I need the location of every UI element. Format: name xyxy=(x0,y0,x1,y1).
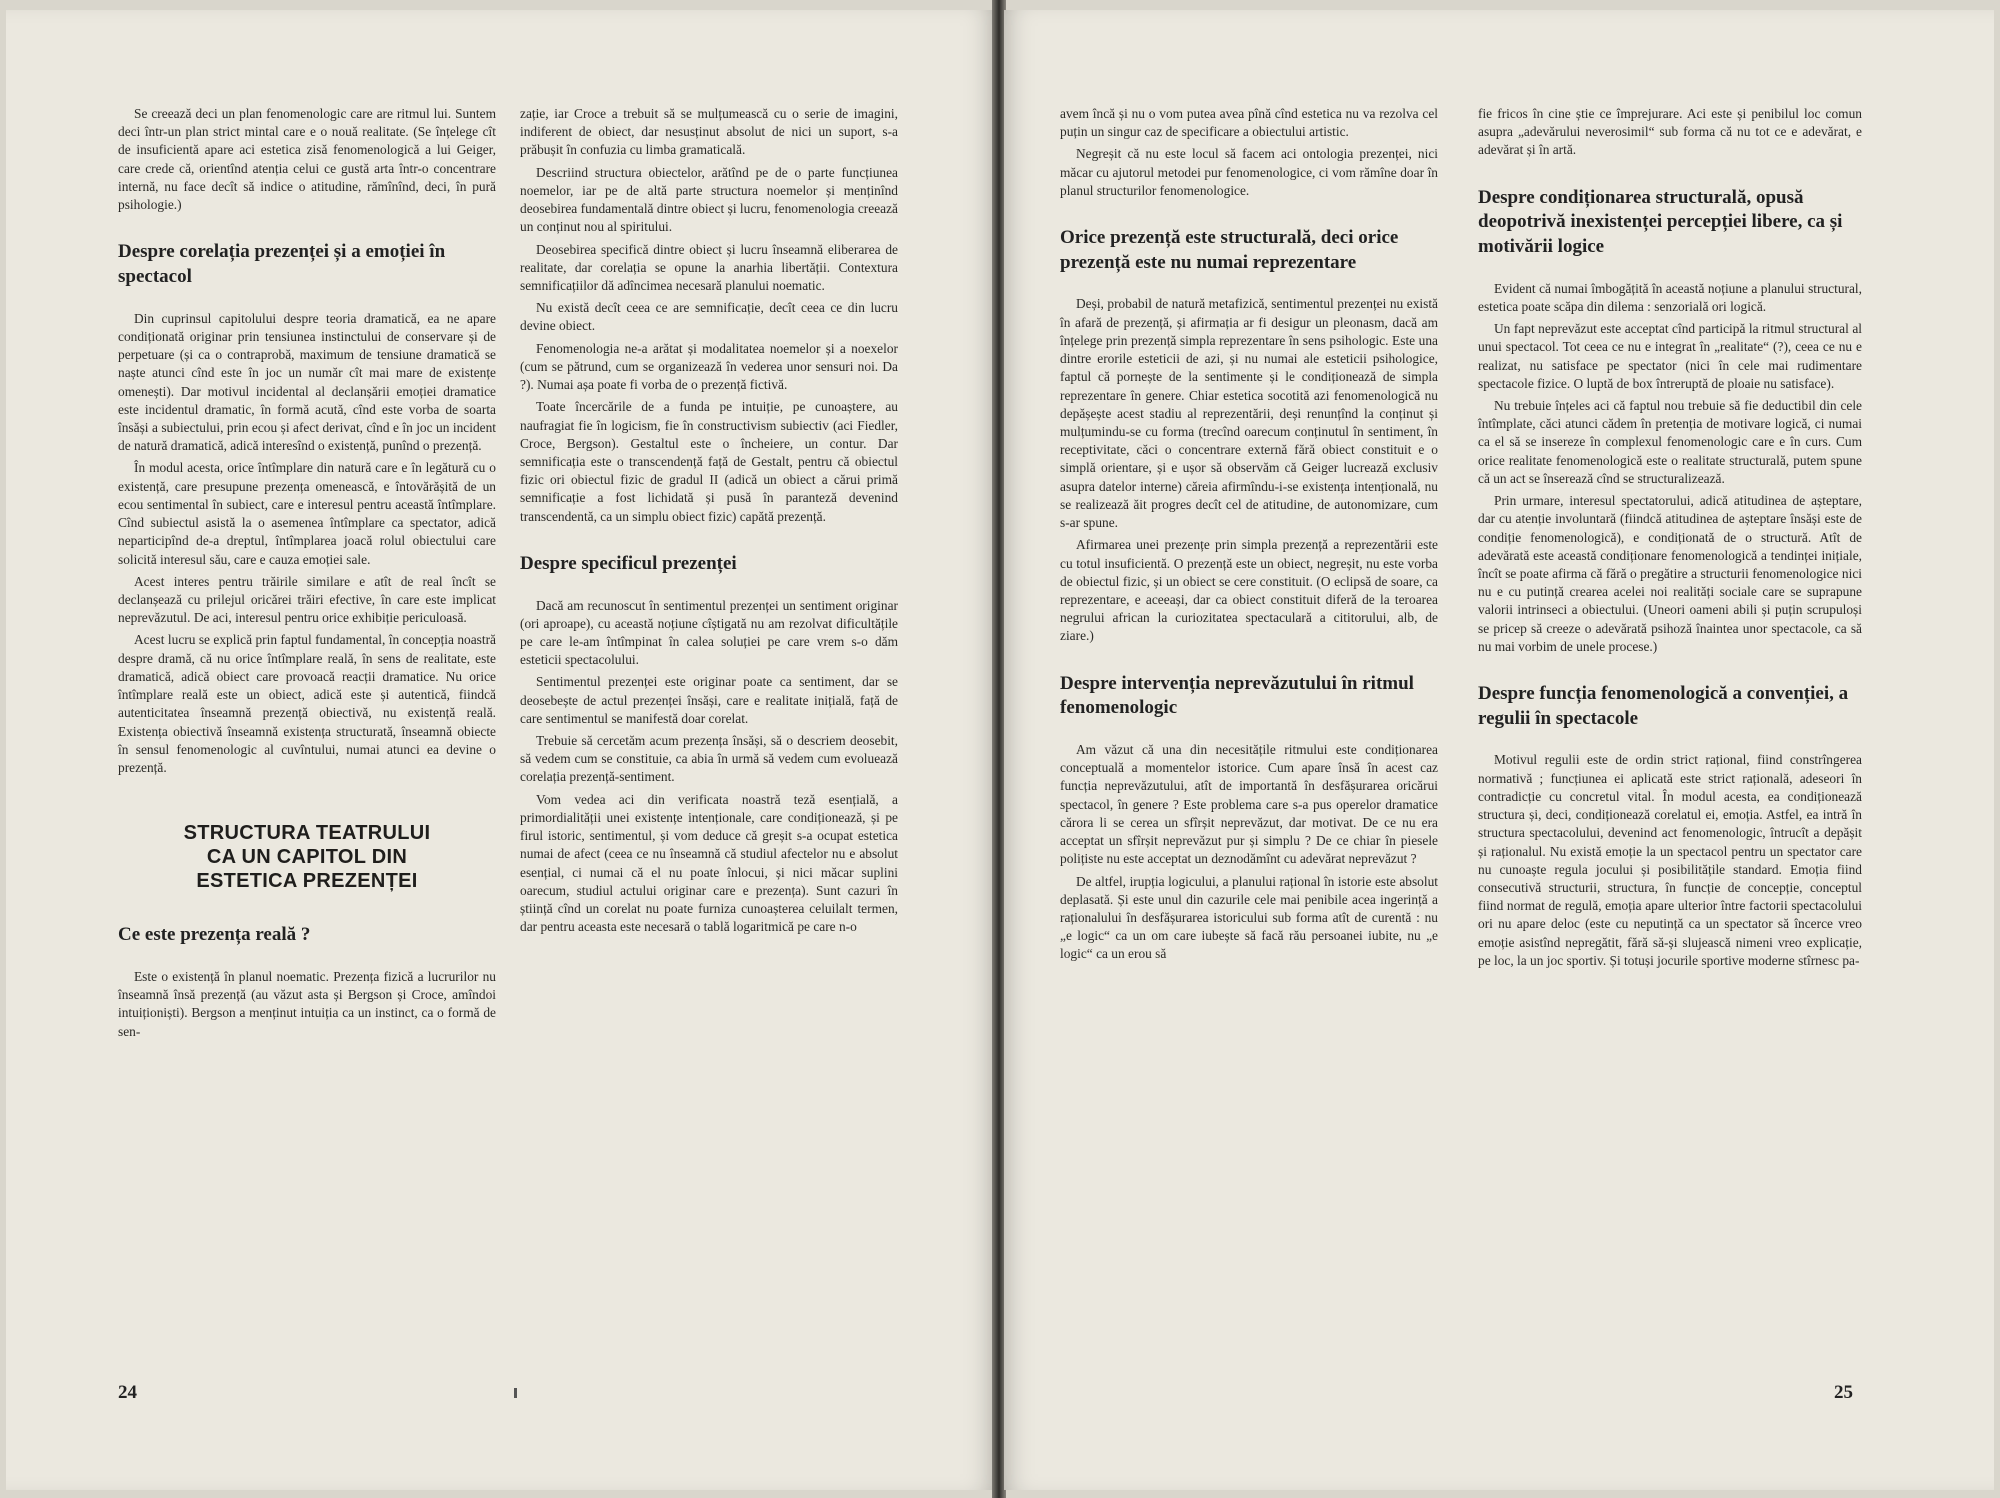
section-heading-corelatia: Despre corelația prezenței și a emoției în spectacol xyxy=(118,241,446,287)
paragraph: Motivul regulii este de ordin strict rațional, fiind constrîngerea normativă ; funcțiunea ei aplicată este strict rațională, adeseori în contradicție cu concretul vital. În modul acesta, ea condiționează structura și, deci, condiționează corelatul ei, emoția. Astfel, ea intră în structura spectacolului, devenind act fenomenologic, întrucît a depășit și raționalul. Nu există emoție la un spectacol pentru un spectator care nu cunoaște regula jocului și posibilitățile standard. Emoția fiind consecutivă structurii, structura, în funcție de concepție, conceptul fiind normat de regulă, emoția apare ulterior între factorii spectacolului ori nu apare deloc (este cu neputință ca un spectator să încerce vreo emoție asistînd nepregătit, fără să-și slujească nimeni vreo explicație, pe loc, la un joc sportiv. Și totuși jocurile sportive moderne stîrnesc pa- xyxy=(1478,752,1862,968)
paragraph: Toate încercările de a funda pe intuiție, pe cunoaștere, au naufragiat fie în logicism, fie în constructivism subiectiv (aci Fiedler, Croce, Bergson). Gestaltul este o încheiere, un contur. Dar semnificația este o transcendență față de Gestalt, pentru că obiectul fizic ori obiectul fizic de gradul II (adică un obiect a cărui primă semnificație a fost lichidată și pusă în paranteză devenind transcendentă, ca un simplu obiect fizic) capătă prezență. xyxy=(520,399,898,524)
right-page-column-2 xyxy=(1478,105,1862,974)
paragraph: Descriind structura obiectelor, arătînd pe de o parte funcțiunea noemelor, iar pe de altă parte structura noemelor și menținînd deosebirea fundamentală dintre obiect și lucru, fenomenologia creează un conținut nou al spiritului. xyxy=(520,164,898,235)
section-heading-orice: Orice prezență este structurală, deci orice prezență este nu numai reprezentare xyxy=(1060,227,1399,273)
paragraph: Dacă am recunoscut în sentimentul prezenței un sentiment originar (ori aproape), cu această noțiune cîștigată nu am rezolvat dificultățile pe care le-am întîmpinat în calea soluției pe care vrem s-o dăm esteticii spectacolului. xyxy=(520,597,898,668)
paragraph: Un fapt neprevăzut este acceptat cînd participă la ritmul structural al unui spectacol. Tot ceea ce nu e integrat în „realitate“ (?), ceea ce nu e realizat, nu satisface pe spectator (nici în cele mai rudimentare spectacole fizice. O luptă de box întreruptă de ploaie nu satisface). xyxy=(1478,321,1862,391)
paragraph: Nu există decît ceea ce are semnificație, decît ceea ce din lucru devine obiect. xyxy=(520,300,898,334)
chapter-title-line-2: CA UN CAPITOL DIN xyxy=(206,846,408,869)
paragraph: Prin urmare, interesul spectatorului, adică atitudinea de așteptare, dar cu atenție involuntară (fiindcă atitudinea de așteptare însăși este de condiție fenomenologică), e condiționată de o structură. Atît de adevărată este această condiționare fenomenologică a tendinței inițiale, încît se poate afirma că fără o pregătire a structurii fenomenologice nici nu e cu putință crearea acelei noi realități sociale care se suprapune valorii intrinseci a obiectului. (Uneori oameni abili și puțin scrupuloși se pricep să creeze o adevărată psihoză înaintea unor spectacole, ca să nu mai vorbim de unele procese.) xyxy=(1478,493,1862,654)
paragraph: Fenomenologia ne-a arătat și modalitatea noemelor și a noexelor (cum se pătrund, cum se organizează în vederea unor sensuri noi. Da ?). Numai așa poate fi vorba de o prezență fictivă. xyxy=(520,340,898,393)
chapter-title-line-1: STRUCTURA TEATRULUI xyxy=(183,822,431,845)
left-page-column-2 xyxy=(520,105,898,940)
paragraph: Se creează deci un plan fenomenologic care are ritmul lui. Suntem deci într-un plan strict mintal care e o nouă realitate. (Se înțelege cît de insuficientă apare aci estetica zisă fenomenologică a lui Geiger, care crede că, orientînd atenția celui ce gustă arta într-o concentrare internă, nu face decît să indice o atitudine, rămînînd, deci, în pură psihologie.) xyxy=(118,106,496,213)
paragraph: fie fricos în cine știe ce împrejurare. Aci este și penibilul loc comun asupra „adevărului neverosimil“ sub forma că nu tot ce e adevărat, e adevărat și în artă. xyxy=(1478,106,1862,158)
paragraph: Acest lucru se explică prin faptul fundamental, în concepția noastră despre dramă, că nu orice întîmplare reală, în sens de realitate, este dramatică, adică obiect care provoacă reacții dramatice. Nu orice întîmplare reală este un obiect, adică este și autentică, fiindcă autenticitatea înseamnă prezență obiectivă, nu existență reală. Existența obiectivă înseamnă existența structurată, înseamnă obiecte în sensul fenomenologic al cuvîntului, numai atunci ea devine o prezență. xyxy=(118,632,496,775)
paragraph: Acest interes pentru trăirile similare e atît de real încît se declanșează cu prilejul oricărei trăiri efective, în care este implicat neprevăzutul. De aci, interesul pentru orice exhibiție periculoasă. xyxy=(118,573,496,626)
right-page-column-1 xyxy=(1060,105,1438,968)
right-page xyxy=(1004,10,1994,1490)
chapter-title-line-3: ESTETICA PREZENȚEI xyxy=(196,870,418,893)
paragraph: Deosebirea specifică dintre obiect și lucru înseamnă eliberarea de realitate, dar corelația se opune la anarhia libertății. Contextura semnificațiilor dă adîncimea necesară planului noematic. xyxy=(520,241,898,293)
section-heading-interventia: Despre intervenția neprevăzutului în ritmul fenomenologic xyxy=(1060,672,1414,719)
page-number-left: 24 xyxy=(118,1382,137,1403)
paragraph: Am văzut că una din necesitățile ritmului este condiționarea conceptuală a momentelor istorice. Cum apare însă în acest caz funcția neprevăzutului, atît de importantă în desfășurarea oricărui spectacol, în genere ? Este problema care s-a pus operelor dramatice cărora li se cerea un sfîrșit neprevăzut, dar motivat. De ce nu era acceptat un sfîrșit neprevăzut pur și simplu ? De ce chiar în piesele polițiste nu este acceptat un deznodămînt cu adevărat neprevăzut ? xyxy=(1060,742,1438,867)
paragraph: avem încă și nu o vom putea avea pînă cînd estetica nu va rezolva cel puțin un singur caz de specificare a obiectului artistic. xyxy=(1060,106,1438,140)
paragraph: Din cuprinsul capitolului despre teoria dramatică, ea ne apare condiționată originar prin tensiunea instinctului de conservare și de perpetuare (și ca o contraprobă, maximum de tensiune dramatică se naște atunci cînd este în joc un număr cît mai mare de existențe omenești). Dar motivul incidental al declanșării emoției dramatice este incidentul dramatic, în formă acută, cînd este vorba de soarta însăși a subiectului, prin ecou și afect derivat, cînd e în joc un incident de natură dramatică, adică interesînd o existență, punînd o prezență. xyxy=(118,310,496,454)
left-page xyxy=(6,10,994,1490)
chapter-title xyxy=(118,821,496,893)
left-page-column-1 xyxy=(118,105,496,1045)
section-heading-conditionarea: Despre condiționarea structurală, opusă deopotrivă inexistenței percepției libere, ca și motivării logice xyxy=(1478,186,1843,258)
paragraph: Vom vedea aci din verificata noastră teză esențială, a primordialității unei existențe intenționale, care condiționează, și pe firul istoric, sentimentul, și vom deduce că greșit s-a ocupat estetica numai de afect (ceea ce nu înseamnă că studiul afectelor nu e absolut esențial, ci numai că el nu poate înlocui, și nici măcar suplini oarecum, studiul actului originar care e prezența). Sunt cazuri în știință cînd un corelat nu poate furniza cunoașterea celuilalt termen, dar pentru aceasta este necesară o tablă logaritmică pe care n-o xyxy=(520,791,898,935)
paragraph: Este o existență în planul noematic. Prezența fizică a lucrurilor nu înseamnă însă prezență (au văzut asta și Bergson și Croce, amîndoi intuiționiști). Bergson a menținut intuiția ca un instinct, ca o formă de sen- xyxy=(118,968,496,1039)
paragraph: zație, iar Croce a trebuit să se mulțumească cu o serie de imagini, indiferent de obiect, dar nesusținut absolut de nici un suport, s-a prăbușit în confuzia cu limba gramaticală. xyxy=(520,106,898,158)
paragraph: Sentimentul prezenței este originar poate ca sentiment, dar se deosebește de actul prezenței însăși, care e realitate inițială, față de care sentimentul se manifestă doar corelat. xyxy=(520,674,898,726)
margin-mark xyxy=(514,1388,517,1398)
section-heading-functia: Despre funcția fenomenologică a convenției, a regulii în spectacole xyxy=(1478,683,1849,729)
paragraph: De altfel, irupția logicului, a planului rațional în istorie este absolut deplasată. Și este unul din cazurile cele mai penibile acea ingerință a raționalului în desfășurarea istoricului sub forma atît de curentă : nu „e logic“ ca un om care iubește să facă rău persoanei iubite, nu „e logic“ ca un erou să xyxy=(1060,873,1438,962)
paragraph: Negreșit că nu este locul să facem aci ontologia prezenței, nici măcar cu ajutorul metodei pur fenomenologice, ci vom rămîne doar în planul structurilor fenomenologice. xyxy=(1060,146,1438,198)
paragraph: Trebuie să cercetăm acum prezența însăși, să o descriem deosebit, să vedem cum se constituie, ca abia în urmă să vedem cum evoluează corelația prezență-sentiment. xyxy=(520,733,898,785)
paragraph: Deși, probabil de natură metafizică, sentimentul prezenței nu există în afară de prezență, și afirmația ar fi desigur un pleonasm, dacă am înțelege prin prezență simpla reprezentare în sens psihologic. Este una dintre erorile esteticii de azi, și nu numai ale esteticii psihologice, faptul că pornește de la sentimente și le condiționează de simpla reprezentare în genere. Chiar estetica socotită azi fenomenologică nu depășește acest stadiu al reprezentării, deși renunțînd la conținut și mulțumindu-se cu forma (trecînd oarecum conținutul în sentiment, în receptivitate, căci o concentrare externă fără obiect constituit e o simplă orientare, și e ușor să observăm că Geiger lucrează exclusiv asupra datelor interne) căreia afirmîndu-i-se existența intențională, nu se realizează ăit progres decît cel de atitudine, de autonomizare, cum s-ar spune. xyxy=(1060,296,1438,531)
section-heading-specificul: Despre specificul prezenței xyxy=(520,552,737,574)
section-heading-ce-este: Ce este prezența reală ? xyxy=(118,924,311,946)
paragraph: Nu trebuie înțeles aci că faptul nou trebuie să fie deductibil din cele întîmplate, căci atunci cădem în pretenția de motivare logică, ci numai ca el să se insereze în complexul fenomenologic care e în curs. Cum orice realitate fenomenologică este o realitate structurală, putem spune că un act se înserează cînd se structuralizează. xyxy=(1478,398,1862,486)
page-number-right: 25 xyxy=(1834,1382,1853,1403)
paragraph: În modul acesta, orice întîmplare din natură care e în legătură cu o existență, care presupune prezența omenească, e întovărășită de un ecou sentimental în subiect, care e interesul pentru această întîmplare. Cînd subiectul asistă la o asemenea întîmplare ca spectator, adică neparticipînd de-a dreptul, întîmplarea joacă rolul obiectului care solicită interesul său, care e cauza emoției sale. xyxy=(118,460,496,567)
paragraph: Afirmarea unei prezențe prin simpla prezență a reprezentării este cu totul insuficientă. O prezență este un obiect, negreșit, nu este vorba de obiectul fizic, și un obiect se cere constituit. (O eclipsă de soare, ca reprezentare, e aceeași, dar ca obiect constituit diferă de la teroarea negrului african la curiozitatea spectaculară a cititorului, alb, de ziare.) xyxy=(1060,537,1438,644)
paragraph: Evident că numai îmbogățită în această noțiune a planului structural, estetica poate scăpa din dilema : senzorială ori logică. xyxy=(1478,280,1862,314)
